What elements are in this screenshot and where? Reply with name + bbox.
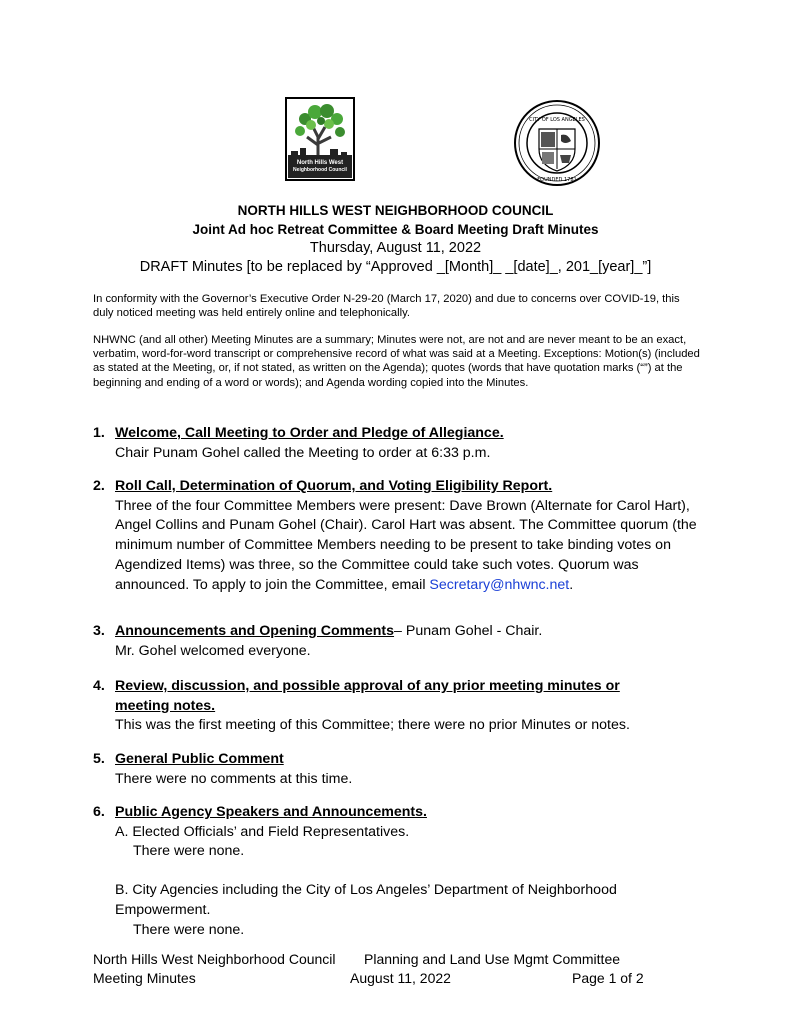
subitem-b-label: B. City Agencies including the City of Los Angeles’ Department of Neighborhood Empowerment.: [115, 882, 617, 918]
subitem-b: [115, 881, 713, 940]
item-body-text: Three of the four Committee Members were present: Dave Brown (Alternate for Carol Hart), Angel Collins and Punam Gohel (Chair). Carol Hart was absent. The Committee quorum (the minimum number of Committee Members needing to be present to take binding votes on Agendized Items) was three, so the Committee could take such votes. Quorum was announced. To apply to join the Committee, email: [115, 497, 697, 593]
item-body: Chair Punam Gohel called the Meeting to order at 6:33 p.m.: [115, 444, 491, 461]
subitem-a-label: A. Elected Officials’ and Field Representatives.: [115, 823, 410, 840]
item-number: 3.: [93, 623, 105, 639]
item-body: There were no comments at this time.: [115, 770, 353, 787]
city-seal: [513, 99, 601, 187]
item-number: 5.: [93, 751, 105, 767]
nhwnc-logo-text-line1: North Hills West: [296, 160, 344, 166]
item-body: Mr. Gohel welcomed everyone.: [115, 642, 311, 659]
agenda-item-3: [93, 622, 713, 661]
footer-date: August 11, 2022: [350, 970, 451, 986]
page-footer: [93, 950, 663, 988]
footer-page-number: Page 1 of 2: [572, 970, 644, 986]
secretary-email-link[interactable]: Secretary@nhwnc.net: [429, 576, 570, 593]
meeting-date: Thursday, August 11, 2022: [309, 240, 482, 256]
footer-row-1: [93, 950, 663, 969]
nhwnc-logo: [285, 97, 355, 181]
item-title: Public Agency Speakers and Announcements.: [115, 804, 427, 820]
item-number: 4.: [93, 678, 105, 694]
item-title: Roll Call, Determination of Quorum, and Voting Eligibility Report.: [115, 478, 553, 494]
item-title: General Public Comment: [115, 751, 284, 767]
footer-doc-type: Meeting Minutes: [93, 970, 196, 986]
org-title: NORTH HILLS WEST NEIGHBORHOOD COUNCIL: [237, 203, 554, 218]
item-body: [115, 497, 713, 596]
item-number: 2.: [93, 478, 105, 494]
item-number: 1.: [93, 425, 105, 441]
meeting-title: Joint Ad hoc Retreat Committee & Board Meeting Draft Minutes: [192, 222, 599, 237]
intro-paragraph-summary: NHWNC (and all other) Meeting Minutes are a summary; Minutes were not, are not and are never meant to be an exact, verbatim, word-for-word transcript or comprehensive record of what was said at a Meeting. Exceptions: Motion(s) (included as stated at the Meeting, or, if not stated, as written on the Agenda); quotes (words that have quotation marks (“”) at the beginning and ending of a word or words); and Agenda wording copied into the Minutes.: [93, 334, 700, 389]
intro-paragraph-covid: In conformity with the Governor’s Executive Order N-29-20 (March 17, 2020) and due to concerns over COVID-19, this duly noticed meeting was held entirely online and telephonically.: [93, 293, 680, 320]
nhwnc-logo-text-line2: Neighborhood Council: [293, 167, 347, 173]
agenda-item-5: [93, 750, 713, 789]
footer-row-2: [93, 969, 663, 988]
item-number: 6.: [93, 804, 105, 820]
city-seal-graphic: [513, 99, 601, 187]
item-title: Welcome, Call Meeting to Order and Pledge of Allegiance.: [115, 425, 504, 441]
agenda-item-2: [93, 477, 713, 595]
subitem-a: [115, 823, 713, 862]
seal-text-top: CITY OF LOS ANGELES: [529, 117, 585, 123]
item-title: Review, discussion, and possible approval of any prior meeting minutes or meeting notes.: [115, 678, 620, 714]
item-title: [115, 622, 713, 642]
agenda-item-6: [93, 803, 713, 940]
agenda-item-1: [93, 424, 713, 463]
subitem-b-detail: There were none.: [133, 921, 245, 938]
subitem-a-detail: There were none.: [133, 843, 245, 860]
item-body-end: .: [569, 576, 574, 593]
item-title-suffix: – Punam Gohel - Chair.: [394, 623, 543, 639]
document-header: [0, 201, 791, 277]
item-title-text: Announcements and Opening Comments: [115, 623, 395, 639]
footer-council-name: North Hills West Neighborhood Council: [93, 951, 336, 967]
agenda-item-4: [93, 677, 713, 736]
draft-note: DRAFT Minutes [to be replaced by “Approved _[Month]_ _[date]_, 201_[year]_”]: [139, 259, 652, 275]
nhwnc-logo-text: [288, 160, 352, 174]
seal-text-bottom: FOUNDED 1781: [537, 177, 577, 183]
footer-committee-name: Planning and Land Use Mgmt Committee: [364, 951, 621, 967]
item-body: This was the first meeting of this Committee; there were no prior Minutes or notes.: [115, 717, 630, 734]
